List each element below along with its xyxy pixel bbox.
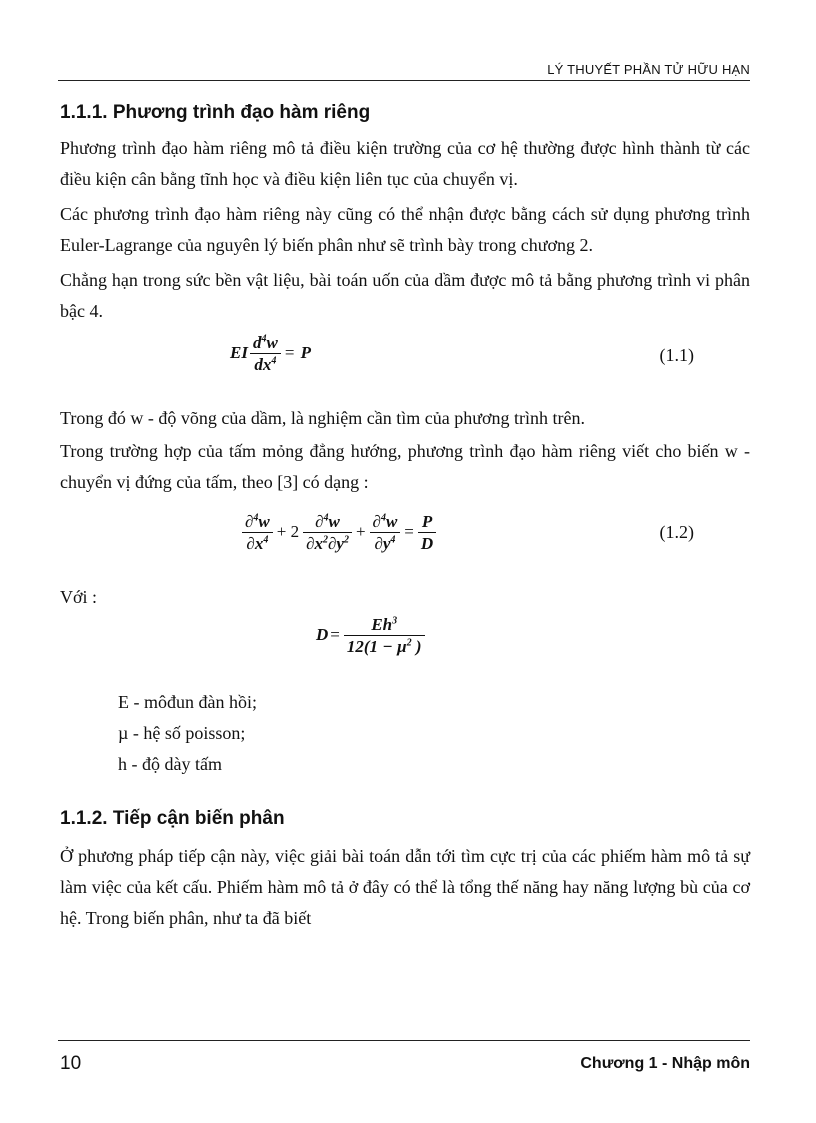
equation-1-2: $\frac{\partial^4w}{\partial x^4}$ + 2 $\frac{\partial^4w}{\partial x^2\partial y^2}$ + $\frac{\partial^4w}{\partial y^4}$ = $\frac{P}{D}$ (1.2)	[60, 512, 750, 582]
page-footer	[58, 1040, 750, 1074]
definition-item: E - môđun đàn hồi;	[118, 691, 257, 712]
section-heading-1-1-2: 1.1.2. Tiếp cận biến phân	[60, 807, 285, 829]
running-header	[58, 58, 750, 81]
paragraph: Chẳng hạn trong sức bền vật liệu, bài toán uốn của dầm được mô tả bằng phương trình vi phân bậc 4.	[60, 269, 750, 321]
chapter-label: Chương 1 - Nhập môn	[580, 1055, 750, 1072]
definition-item: h - độ dày tấm	[118, 753, 222, 774]
paragraph: Phương trình đạo hàm riêng mô tả điều kiện trường của cơ hệ thường được hình thành từ các điều kiện cân bằng tĩnh học và điều kiện liên tục của chuyển vị.	[60, 137, 750, 189]
header-title: LÝ THUYẾT PHẦN TỬ HỮU HẠN	[547, 62, 750, 77]
definition-list	[118, 687, 750, 780]
equation-flexural-rigidity: D = $\frac{Eh^3}{12(1 - \mu^2 )}$	[60, 615, 750, 677]
paragraph: Trong trường hợp của tấm mỏng đẳng hướng, phương trình đạo hàm riêng viết cho biến w - chuyển vị đứng của tấm, theo [3] có dạng :	[60, 440, 750, 492]
paragraph: Các phương trình đạo hàm riêng này cũng có thể nhận được bằng cách sử dụng phương trình Euler-Lagrange của nguyên lý biến phân như sẽ trình bày trong chương 2.	[60, 203, 750, 255]
definition-item: µ - hệ số poisson;	[118, 722, 246, 743]
page-content	[60, 92, 750, 934]
paragraph: Ở phương pháp tiếp cận này, việc giải bài toán dẫn tới tìm cực trị của các phiếm hàm mô tả sự làm việc của kết cấu. Phiếm hàm mô tả ở đây có thể là tổng thế năng hay năng lượng bù của cơ hệ. Trong biến phân, như ta đã biết	[60, 845, 750, 928]
paragraph: Trong đó w - độ võng của dầm, là nghiệm cần tìm của phương trình trên.	[60, 407, 586, 428]
equation-1-1: EI $\frac{d^4w}{dx^4}$ = P (1.1)	[230, 332, 694, 375]
page-number: 10	[60, 1053, 82, 1074]
section-heading-1-1-1: 1.1.1. Phương trình đạo hàm riêng	[60, 102, 371, 123]
with-label: Với :	[60, 586, 98, 607]
equation-number: (1.1)	[659, 344, 694, 365]
equation-number: (1.2)	[659, 521, 694, 542]
